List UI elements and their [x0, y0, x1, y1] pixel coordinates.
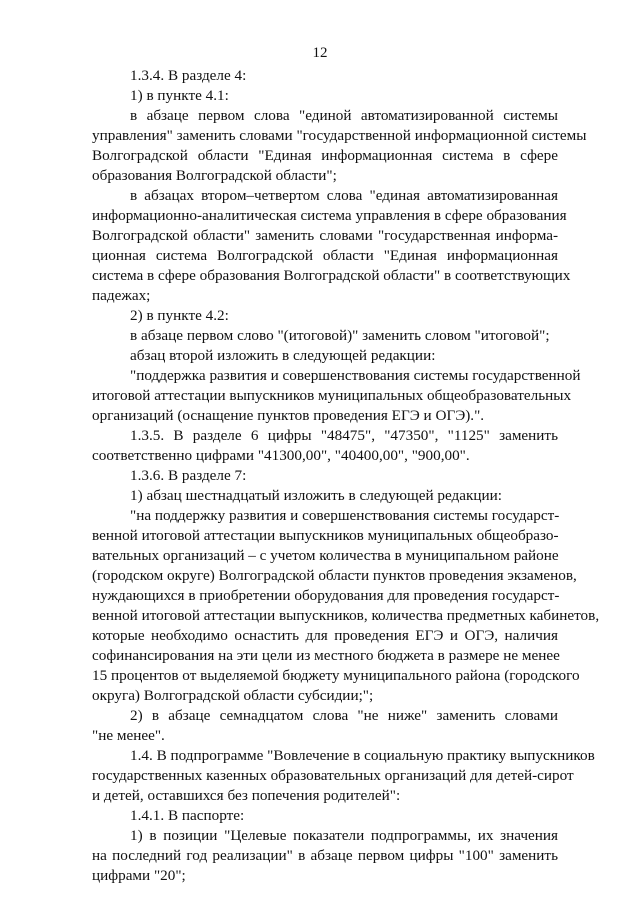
text-line: 2) в абзаце семнадцатом слова "не ниже" заменить словами [130, 707, 558, 724]
text-line: 15 процентов от выделяемой бюджету муниципального района (городского [92, 667, 580, 684]
text-line: управления" заменить словами "государственной информационной системы [92, 127, 587, 144]
text-line: в абзаце первом слова "единой автоматизированной системы [130, 107, 558, 124]
text-line: абзац второй изложить в следующей редакции: [130, 347, 436, 364]
text-line: 1) в позиции "Целевые показатели подпрограммы, их значения [130, 827, 558, 844]
text-line: 1.4.1. В паспорте: [130, 807, 245, 824]
text-line: которые необходимо оснастить для проведения ЕГЭ и ОГЭ, наличия [92, 627, 558, 644]
text-line: в абзаце первом слово "(итоговой)" заменить словом "итоговой"; [130, 327, 550, 344]
text-line: софинансирования на эти цели из местного бюджета в размере не менее [92, 647, 560, 664]
text-line: и детей, оставшихся без попечения родителей": [92, 787, 401, 804]
page-number: 12 [312, 45, 328, 61]
text-line: падежах; [92, 287, 151, 304]
text-line: венной итоговой аттестации выпускников муниципальных общеобразо- [92, 527, 559, 544]
text-line: образования Волгоградской области"; [92, 167, 337, 184]
text-line: "поддержка развития и совершенствования системы государственной [130, 367, 581, 384]
text-line: 1) абзац шестнадцатый изложить в следующей редакции: [130, 487, 502, 504]
text-line: 2) в пункте 4.2: [130, 307, 229, 324]
text-line: округа) Волгоградской области субсидии;"; [92, 687, 374, 704]
text-line: (городском округе) Волгоградской области пунктов проведения экзаменов, [92, 567, 577, 584]
text-line: организаций (оснащение пунктов проведения ЕГЭ и ОГЭ).". [92, 407, 485, 424]
text-line: система в сфере образования Волгоградской области" в соответствующих [92, 267, 571, 284]
text-line: цифрами "20"; [92, 867, 186, 884]
text-line: Волгоградской области" заменить словами "государственная информа- [92, 227, 558, 244]
text-line: соответственно цифрами "41300,00", "40400,00", "900,00". [92, 447, 470, 464]
text-line: информационно-аналитическая система управления в сфере образования [92, 207, 567, 224]
text-line: Волгоградской области "Единая информационная система в сфере [92, 147, 558, 164]
text-line: 1.4. В подпрограмме "Вовлечение в социальную практику выпускников [130, 747, 595, 764]
text-line: в абзацах втором–четвертом слова "единая автоматизированная [130, 187, 558, 204]
text-line: 1.3.4. В разделе 4: [130, 67, 247, 84]
text-line: государственных казенных образовательных организаций для детей-сирот [92, 767, 574, 784]
text-line: "не менее". [92, 727, 165, 744]
text-line: "на поддержку развития и совершенствования системы государст- [130, 507, 560, 524]
text-line: 1.3.5. В разделе 6 цифры "48475", "47350", "1125" заменить [130, 427, 558, 444]
text-line: вательных организаций – с учетом количества в муниципальном районе [92, 547, 559, 564]
text-line: венной итоговой аттестации выпускников, количества предметных кабинетов, [92, 607, 600, 624]
text-line: 1.3.6. В разделе 7: [130, 467, 247, 484]
text-line: ционная система Волгоградской области "Единая информационная [92, 247, 558, 264]
text-line: на последний год реализации" в абзаце первом цифры "100" заменить [92, 847, 558, 864]
text-line: итоговой аттестации выпускников муниципальных общеобразовательных [92, 387, 572, 404]
text-line: нуждающихся в приобретении оборудования для проведения государст- [92, 587, 560, 604]
text-line: 1) в пункте 4.1: [130, 87, 229, 104]
